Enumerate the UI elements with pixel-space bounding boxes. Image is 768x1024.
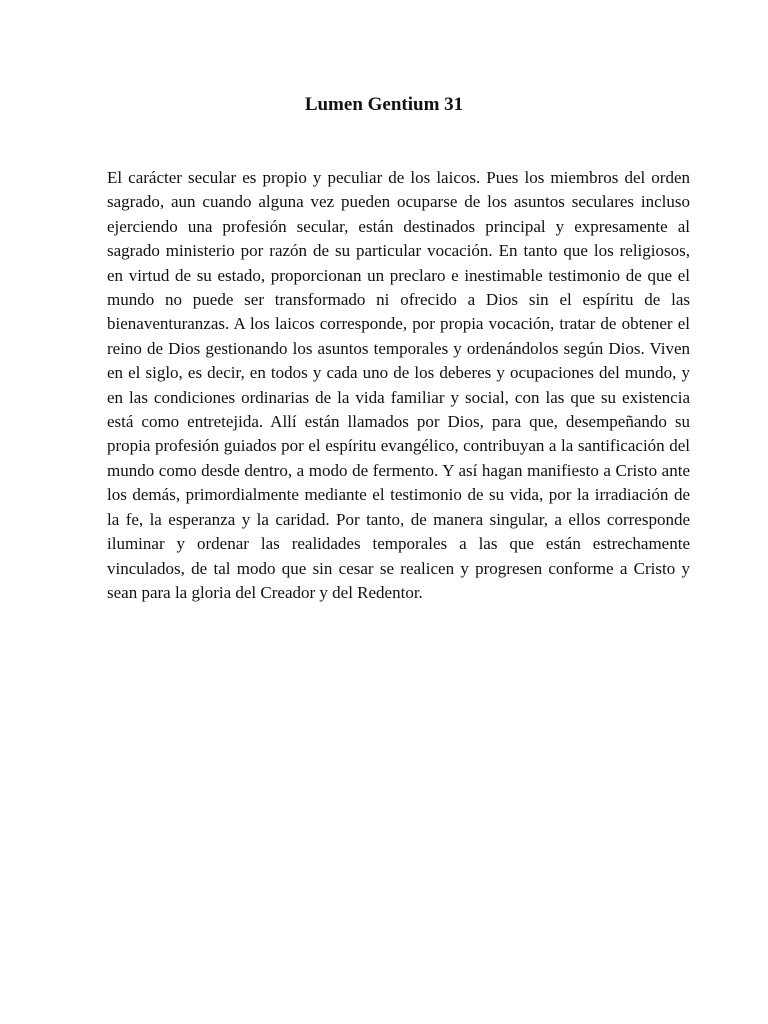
body-paragraph: El carácter secular es propio y peculiar de los laicos. Pues los miembros del orden sagrado, aun cuando alguna vez pueden ocuparse de los asuntos seculares incluso ejerciendo una profesión secular, están destinados principal y expresamente al sagrado ministerio por razón de su particular vocación. En tanto que los religiosos, en virtud de su estado, proporcionan un preclaro e inestimable testimonio de que el mundo no puede ser transformado ni ofrecido a Dios sin el espíritu de las bienaventuranzas. A los laicos corresponde, por propia vocación, tratar de obtener el reino de Dios gestionando los asuntos temporales y ordenándolos según Dios. Viven en el siglo, es decir, en todos y cada uno de los deberes y ocupaciones del mundo, y en las condiciones ordinarias de la vida familiar y social, con las que su existencia está como entretejida. Allí están llamados por Dios, para que, desempeñando su propia profesión guiados por el espíritu evangélico, contribuyan a la santificación del mundo como desde dentro, a modo de fermento. Y así hagan manifiesto a Cristo ante los demás, primordialmente mediante el testimonio de su vida, por la irradiación de la fe, la esperanza y la caridad. Por tanto, de manera singular, a ellos corresponde iluminar y ordenar las realidades temporales a las que están estrechamente vinculados, de tal modo que sin cesar se realicen y progresen conforme a Cristo y sean para la gloria del Creador y del Redentor. <box>107 168 690 602</box>
document-title: Lumen Gentium 31 <box>304 94 464 115</box>
